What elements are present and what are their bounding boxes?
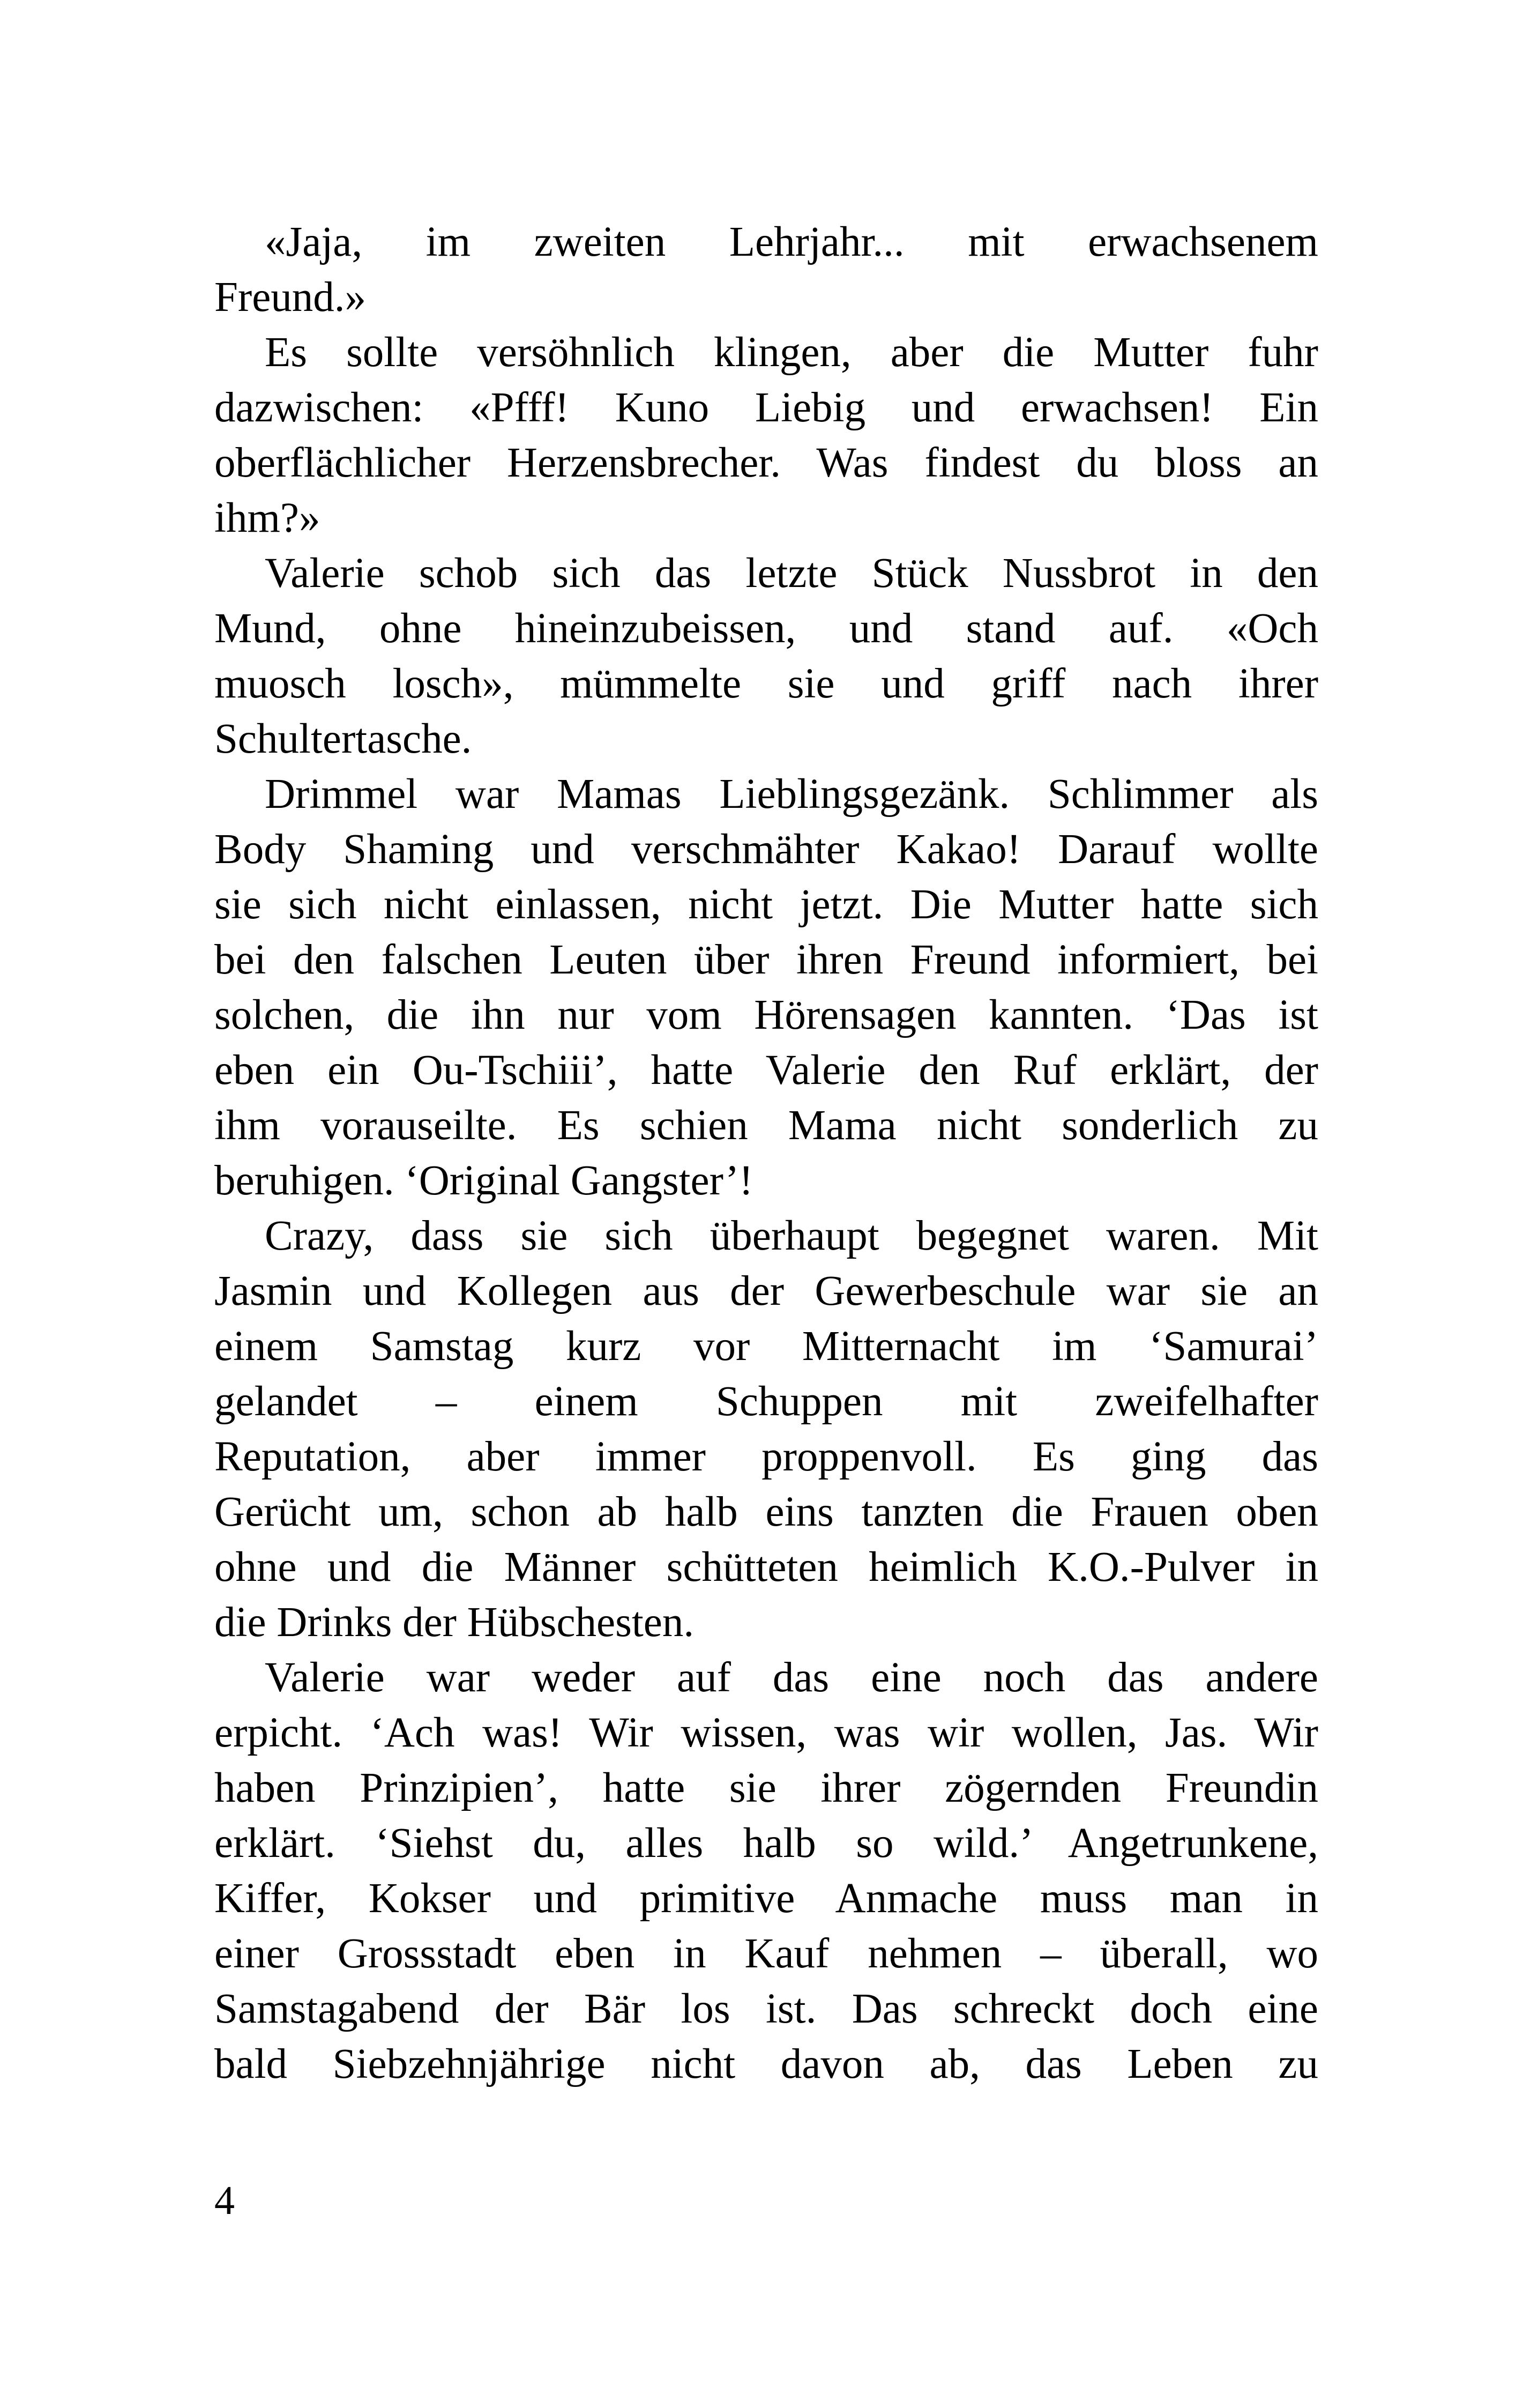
- text-line: oberflächlicher Herzensbrecher. Was findest du bloss an: [214, 440, 1318, 486]
- text-line: Valerie schob sich das letzte Stück Nussbrot in den: [265, 550, 1318, 597]
- paragraph: [214, 325, 1318, 546]
- text-line: Gerücht um, schon ab halb eins tanzten die Frauen oben: [214, 1489, 1318, 1535]
- text-line: dazwischen: «Pfff! Kuno Liebig und erwachsen! Ein: [214, 384, 1318, 431]
- text-line: erpicht. ‘Ach was! Wir wissen, was wir wollen, Jas. Wir: [214, 1710, 1318, 1756]
- text-line: muosch losch», mümmelte sie und griff nach ihrer: [214, 660, 1318, 707]
- text-line: Drimmel war Mamas Lieblingsgezänk. Schlimmer als: [265, 771, 1318, 817]
- text-line: haben Prinzipien’, hatte sie ihrer zögernden Freundin: [214, 1765, 1318, 1811]
- text-line: Schultertasche.: [214, 716, 472, 762]
- text-line: beruhigen. ‘Original Gangster’!: [214, 1157, 753, 1204]
- paragraph: [214, 1650, 1318, 2092]
- paragraph: [214, 546, 1318, 767]
- text-line: einem Samstag kurz vor Mitternacht im ‘Samurai’: [214, 1323, 1318, 1370]
- text-line: gelandet – einem Schuppen mit zweifelhafter: [214, 1378, 1318, 1425]
- text-line: ohne und die Männer schütteten heimlich K.O.-Pulver in: [214, 1544, 1318, 1591]
- text-line: eben ein Ou-Tschiii’, hatte Valerie den Ruf erklärt, der: [214, 1047, 1318, 1094]
- text-line: die Drinks der Hübschesten.: [214, 1599, 695, 1646]
- body-text: [214, 214, 1318, 2092]
- paragraph: [214, 1208, 1318, 1650]
- page-number: 4: [214, 2178, 235, 2223]
- text-line: bald Siebzehnjährige nicht davon ab, das Leben zu: [214, 2041, 1318, 2087]
- text-line: «Jaja, im zweiten Lehrjahr... mit erwachsenem: [265, 219, 1318, 265]
- paragraph: [214, 214, 1318, 325]
- text-line: ihm vorauseilte. Es schien Mama nicht sonderlich zu: [214, 1102, 1318, 1149]
- text-line: einer Grossstadt eben in Kauf nehmen – überall, wo: [214, 1930, 1318, 1977]
- text-line: ihm?»: [214, 495, 320, 541]
- text-line: Reputation, aber immer proppenvoll. Es ging das: [214, 1433, 1318, 1480]
- text-line: solchen, die ihn nur vom Hörensagen kannten. ‘Das ist: [214, 992, 1318, 1038]
- text-line: Samstagabend der Bär los ist. Das schreckt doch eine: [214, 1986, 1318, 2032]
- paragraph: [214, 767, 1318, 1208]
- text-line: Jasmin und Kollegen aus der Gewerbeschule war sie an: [214, 1268, 1318, 1314]
- text-line: erklärt. ‘Siehst du, alles halb so wild.’ Angetrunkene,: [214, 1820, 1318, 1867]
- text-line: bei den falschen Leuten über ihren Freund informiert, bei: [214, 937, 1318, 983]
- text-line: Mund, ohne hineinzubeissen, und stand auf. «Och: [214, 605, 1318, 652]
- text-line: Valerie war weder auf das eine noch das andere: [265, 1654, 1318, 1701]
- text-line: Kiffer, Kokser und primitive Anmache muss man in: [214, 1875, 1318, 1922]
- text-line: Crazy, dass sie sich überhaupt begegnet waren. Mit: [265, 1213, 1318, 1259]
- text-line: sie sich nicht einlassen, nicht jetzt. Die Mutter hatte sich: [214, 881, 1318, 928]
- text-line: Freund.»: [214, 274, 367, 321]
- text-line: Body Shaming und verschmähter Kakao! Darauf wollte: [214, 826, 1318, 873]
- text-line: Es sollte versöhnlich klingen, aber die Mutter fuhr: [265, 329, 1318, 376]
